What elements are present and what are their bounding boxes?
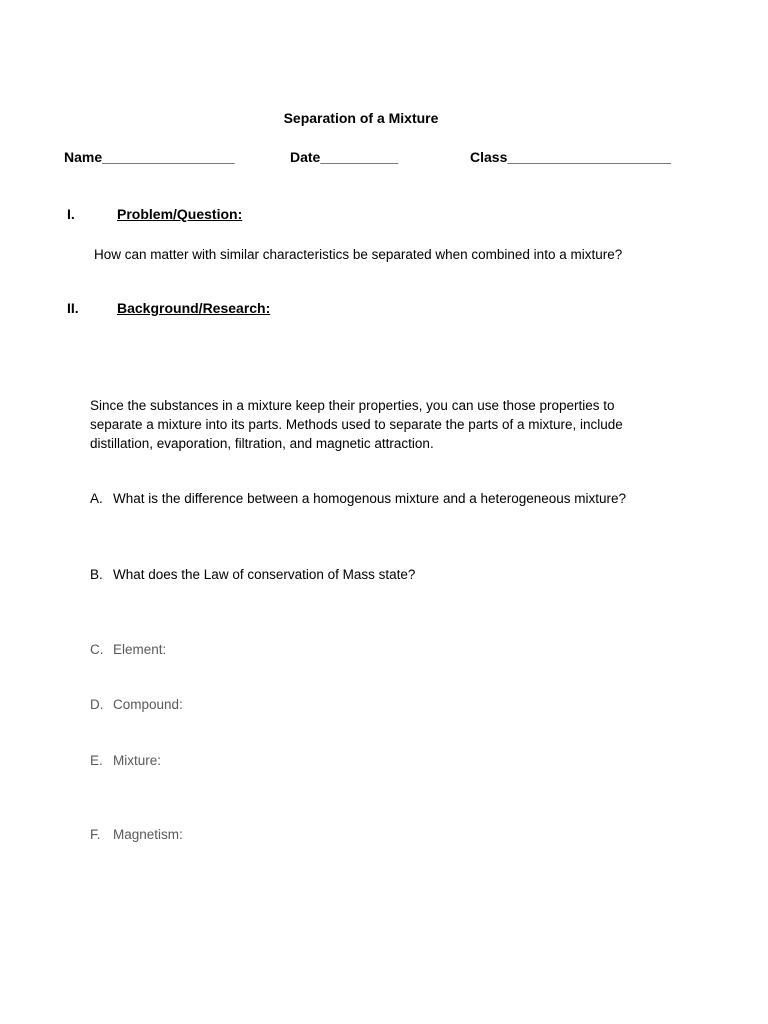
section-2-number: II. <box>67 300 79 316</box>
question-b-text: What does the Law of conservation of Mass state? <box>113 567 416 582</box>
question-c-text: Element: <box>113 642 167 657</box>
question-e-text: Mixture: <box>113 753 162 768</box>
problem-question-text: How can matter with similar characteristics be separated when combined into a mixture? <box>94 247 623 262</box>
class-field: Class_____________________ <box>470 149 671 165</box>
question-b-letter: B. <box>90 567 103 582</box>
question-d-text: Compound: <box>113 697 183 712</box>
paragraph-line: separate a mixture into its parts. Methods used to separate the parts of a mixture, include <box>90 417 623 432</box>
question-a-letter: A. <box>90 491 103 506</box>
document-title: Separation of a Mixture <box>283 110 439 126</box>
question-f-letter: F. <box>90 827 101 842</box>
question-e-letter: E. <box>90 753 103 768</box>
paragraph-line: Since the substances in a mixture keep their properties, you can use those properties to <box>90 398 615 413</box>
date-field: Date__________ <box>290 149 399 165</box>
name-field: Name_________________ <box>64 149 235 165</box>
paragraph-line: distillation, evaporation, filtration, and magnetic attraction. <box>90 436 434 451</box>
section-1-number: I. <box>67 206 75 222</box>
section-1-heading: Problem/Question: <box>117 206 243 222</box>
question-d-letter: D. <box>90 697 104 712</box>
question-f-text: Magnetism: <box>113 827 183 842</box>
question-c-letter: C. <box>90 642 104 657</box>
section-2-heading: Background/Research: <box>117 300 271 316</box>
background-paragraph <box>90 396 690 453</box>
question-a-text: What is the difference between a homogenous mixture and a heterogeneous mixture? <box>113 491 627 506</box>
